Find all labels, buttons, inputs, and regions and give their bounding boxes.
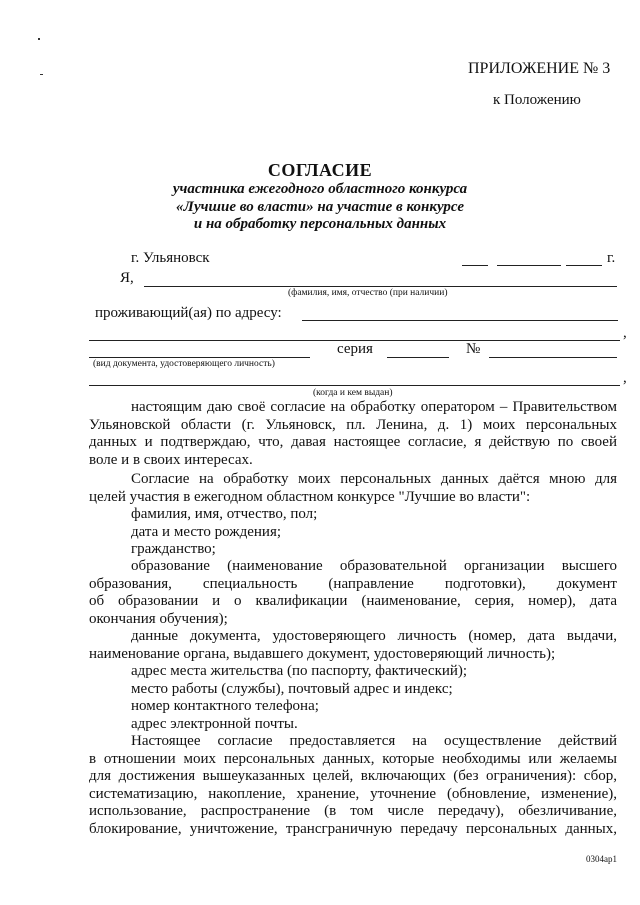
i-label: Я,: [120, 270, 134, 286]
text-line: блокирование, уничтожение, трансграничную передачу персональных данных,: [89, 820, 617, 837]
text-line: окончания обучения);: [89, 610, 228, 627]
city-label: г. Ульяновск: [131, 250, 210, 266]
comma-mark: ,: [623, 325, 627, 341]
text-line: образования, специальность (направление подготовки), документ: [89, 575, 617, 592]
scan-mark: [38, 38, 40, 40]
text-line: Ульяновской области (г. Ульяновск, пл. Ленина, д. 1) моих персональных: [89, 416, 617, 433]
appendix-subtitle: к Положению: [493, 92, 581, 108]
issued-field[interactable]: [89, 385, 620, 386]
text-line: настоящим даю своё согласие на обработку оператором – Правительством: [131, 399, 617, 415]
issued-hint: (когда и кем выдан): [313, 388, 393, 398]
document-type-hint: (вид документа, удостоверяющего личность): [93, 359, 275, 369]
text-line: использование, распространение (в том числе передачу), обезличивание,: [89, 803, 617, 819]
text-line: целей участия в ежегодном областном конкурсе "Лучшие во власти":: [89, 488, 531, 505]
date-year-blank[interactable]: [566, 265, 602, 266]
actions-paragraph: [89, 733, 617, 838]
text-line: в отношении моих персональных данных, которые необходимы или желаемы: [89, 750, 617, 767]
scan-mark: [40, 74, 43, 75]
title-line-2: «Лучшие во власти» на участие в конкурсе: [175, 199, 465, 215]
education-item: [89, 558, 617, 628]
date-day-blank[interactable]: [462, 265, 488, 266]
text-line: систематизацию, накопление, хранение, уточнение (обновление, изменение),: [89, 785, 617, 802]
series-label: серия: [337, 341, 373, 357]
list-item: гражданство;: [131, 541, 216, 557]
text-line: воле и в своих интересах.: [89, 451, 253, 468]
list-item: адрес места жительства (по паспорту, фактический);: [131, 663, 468, 679]
fio-hint: (фамилия, имя, отчество (при наличии): [288, 288, 448, 298]
title-line-3: и на обработку персональных данных: [193, 216, 447, 232]
text-line: образование (наименование образовательной организации высшего: [131, 558, 617, 574]
list-item: фамилия, имя, отчество, пол;: [131, 506, 318, 522]
text-line: для достижения вышеуказанных целей, включающих (без ограничения): сбор,: [89, 768, 617, 784]
data-list-2: [131, 663, 617, 733]
appendix-label: ПРИЛОЖЕНИЕ № 3: [468, 60, 611, 77]
list-item: дата и место рождения;: [131, 523, 282, 540]
date-month-blank[interactable]: [497, 265, 561, 266]
text-line: данные документа, удостоверяющего личность (номер, дата выдачи,: [131, 628, 617, 644]
text-line: об образовании и о квалификации (наименование, серия, номер), дата: [89, 593, 617, 609]
footer-code: 0304ap1: [586, 854, 617, 864]
data-list: [131, 506, 617, 559]
text-line: данных и подтверждаю, что, давая настоящее согласие, я действую по своей: [89, 434, 617, 450]
text-line: Настоящее согласие предоставляется на осуществление действий: [131, 733, 617, 749]
fio-field[interactable]: [144, 286, 617, 287]
purpose-paragraph: [89, 471, 617, 506]
address-label: проживающий(ая) по адресу:: [95, 305, 282, 321]
number-field[interactable]: [489, 357, 617, 358]
address-field[interactable]: [302, 320, 618, 321]
number-label: №: [466, 341, 481, 357]
text-line: Согласие на обработку моих персональных данных даётся мною для: [131, 471, 617, 487]
series-field[interactable]: [387, 357, 449, 358]
text-line: наименование органа, выдавшего документ, удостоверяющий личность);: [89, 645, 556, 662]
year-suffix: г.: [607, 250, 616, 266]
list-item: адрес электронной почты.: [131, 715, 298, 732]
consent-paragraph: [89, 399, 617, 469]
list-item: место работы (службы), почтовый адрес и индекс;: [131, 680, 453, 697]
document-type-field[interactable]: [89, 357, 310, 358]
title-line-1: участника ежегодного областного конкурса: [172, 181, 468, 197]
document-title: СОГЛАСИЕ: [267, 160, 373, 180]
comma-mark: ,: [623, 370, 627, 386]
list-item: номер контактного телефона;: [131, 698, 319, 714]
id-document-item: [89, 628, 617, 663]
